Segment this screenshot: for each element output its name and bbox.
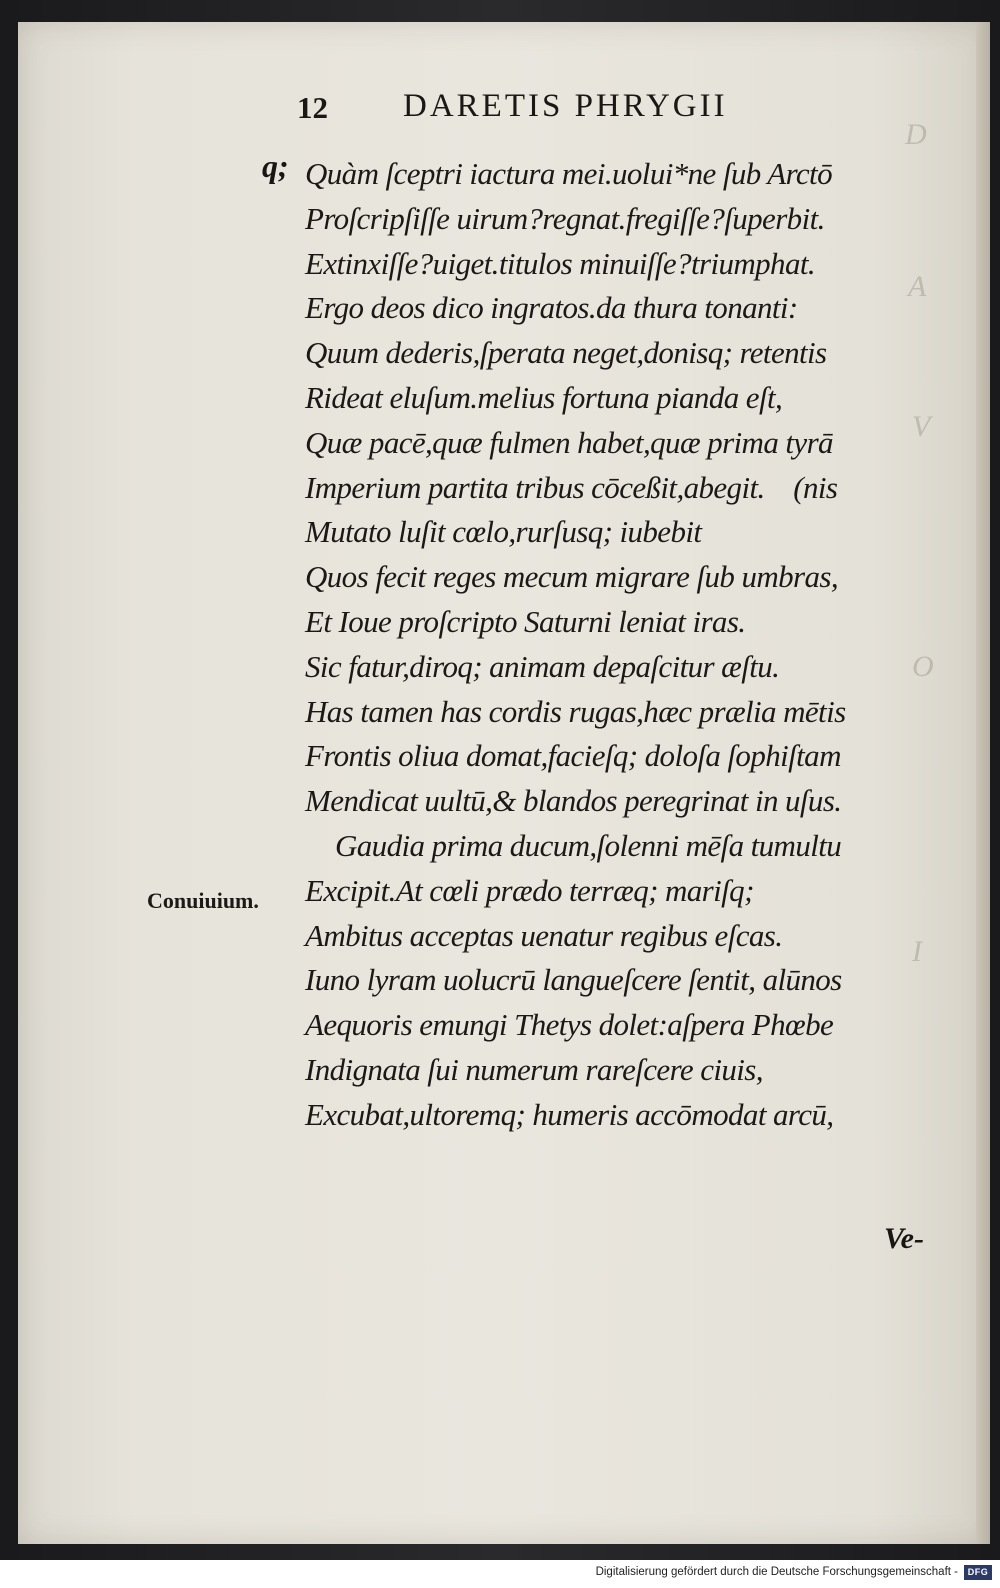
verse-line: Et Ioue proſcripto Saturni leniat iras. [305,603,746,639]
dfg-logo-icon: DFG [964,1565,992,1580]
marginal-note: Conuiuium. [147,888,259,913]
verse-line: Rideat eluſum.melius fortuna pianda eſt, [305,379,783,415]
verse-text [305,152,955,1138]
verse-line: Ambitus acceptas uenatur regibus eſcas. [305,917,783,953]
funding-credit: Digitalisierung gefördert durch die Deutsche Forschungsgemeinschaft - [595,1566,958,1578]
marginal-catch-mark: q; [262,148,289,184]
show-through-mark: O [912,650,934,683]
verse-line: Quos fecit reges mecum migrare ſub umbras, [305,559,839,595]
running-title: DARETIS PHRYGII [403,88,728,124]
verse-line: Extinxiſſe?uiget.titulos minuiſſe?triumphat. [305,245,816,281]
show-through-mark: V [912,410,931,443]
verse-line: Frontis oliua domat,facieſq; doloſa ſophiſtam [305,738,841,774]
verse-line: Excubat,ultoremq; humeris accōmodat arcū, [305,1096,834,1132]
verse-line: Mendicat uultū,& blandos peregrinat in uſus. [305,783,842,819]
verse-line: Gaudia prima ducum,ſolenni mēſa tumultu [335,827,842,863]
verse-line: Iuno lyram uolucrū langueſcere ſentit, alūnos [305,962,842,998]
running-head [297,88,857,128]
verse-line: Has tamen has cordis rugas,hæc prælia mētis [305,693,846,729]
page-fore-edge [976,22,990,1544]
verse-line: Indignata ſui numerum rareſcere ciuis, [305,1051,763,1087]
verse-line: Quum dederis,ſperata neget,donisq; retentis [305,335,827,371]
verse-line: Excipit.At cœli prædo terræq; mariſq; [305,872,754,908]
verse-line: Quæ pacē,quæ fulmen habet,quæ prima tyrā [305,424,833,460]
verse-line: Proſcripſiſſe uirum?regnat.fregiſſe?ſuperbit. [305,200,825,236]
verse-line: Ergo deos dico ingratos.da thura tonanti: [305,290,798,326]
show-through-mark: I [912,935,922,968]
verse-line: Imperium partita tribus cōceßit,abegit. (nis [305,469,838,505]
verse-line: Aequoris emungi Thetys dolet:aſpera Phœbe [305,1007,834,1043]
show-through-mark: A [908,270,927,303]
catchword: Ve- [884,1222,924,1255]
verse-line: Sic fatur,diroq; animam depaſcitur æſtu. [305,648,780,684]
page-number: 12 [297,90,328,125]
verse-line: Quàm ſceptri iactura mei.uolui*ne ſub Arctō [305,156,832,191]
footer-bar [0,1560,1000,1588]
show-through-mark: D [905,118,927,151]
verse-line: Mutato luſit cœlo,rurſusq; iubebit [305,514,702,550]
